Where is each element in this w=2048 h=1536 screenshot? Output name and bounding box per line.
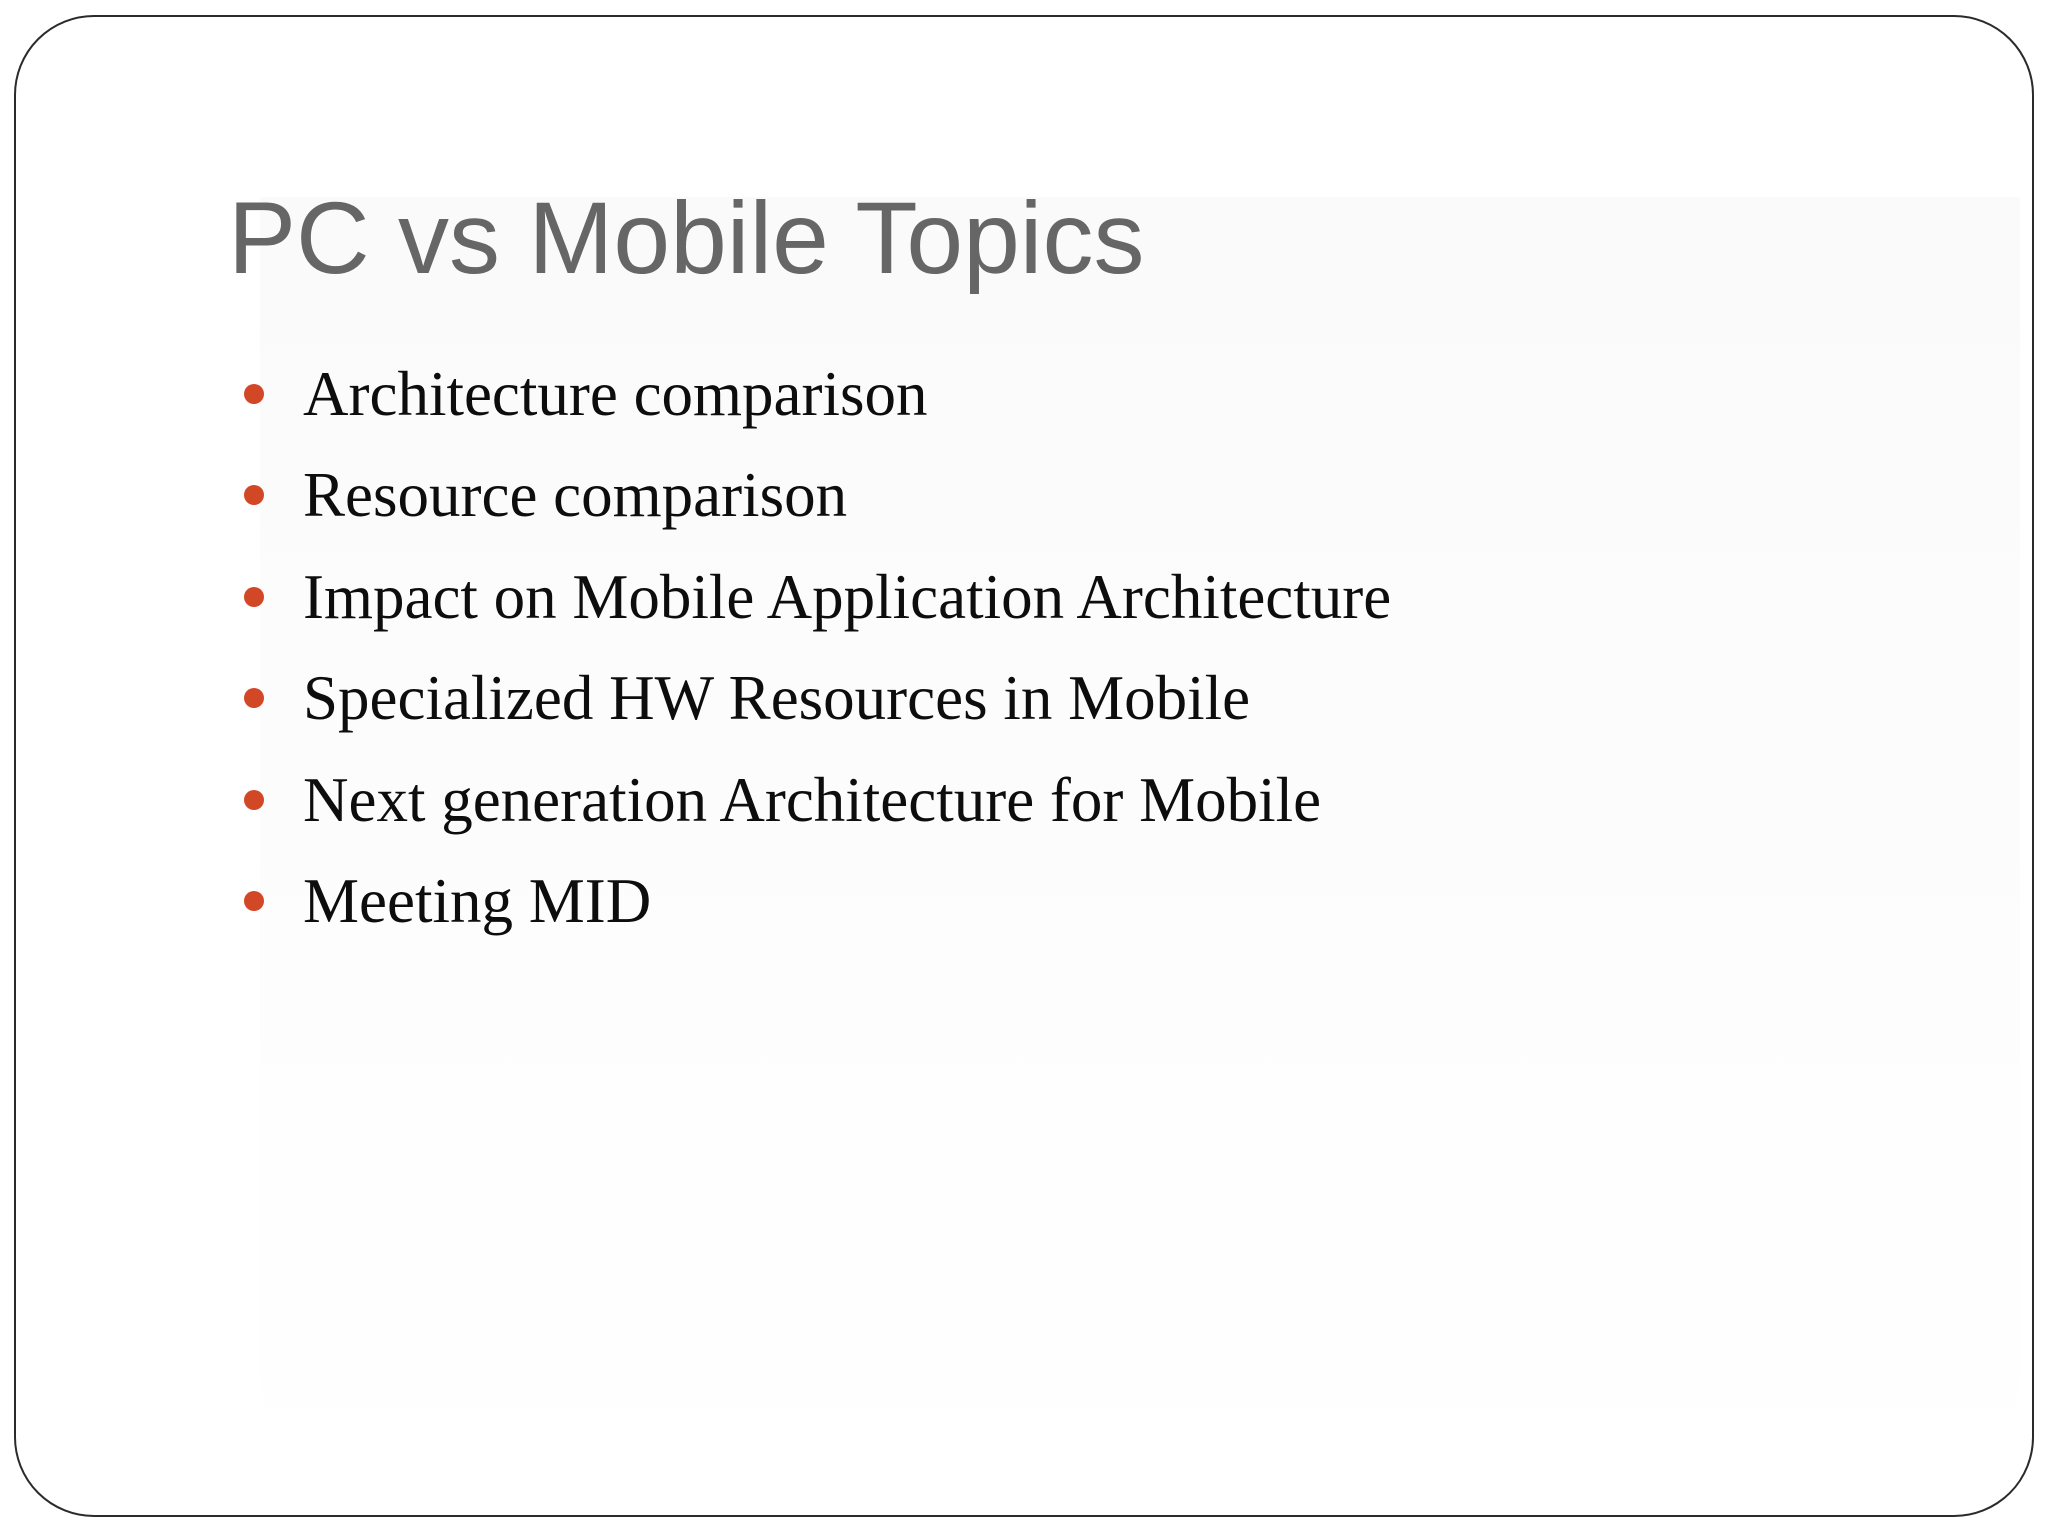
bullet-dot-icon	[244, 384, 264, 404]
bullet-dot-icon	[244, 587, 264, 607]
bullet-dot-icon	[244, 790, 264, 810]
bullet-text: Next generation Architecture for Mobile	[303, 764, 1322, 835]
bullet-text: Specialized HW Resources in Mobile	[303, 663, 1251, 734]
slide-frame	[14, 15, 2034, 1517]
bullet-text: Meeting MID	[303, 866, 652, 937]
bullet-text: Impact on Mobile Application Architecture	[303, 561, 1392, 632]
bullet-text: Architecture comparison	[303, 358, 928, 429]
bullet-text: Resource comparison	[303, 460, 848, 531]
slide-title: PC vs Mobile Topics	[228, 181, 1145, 295]
